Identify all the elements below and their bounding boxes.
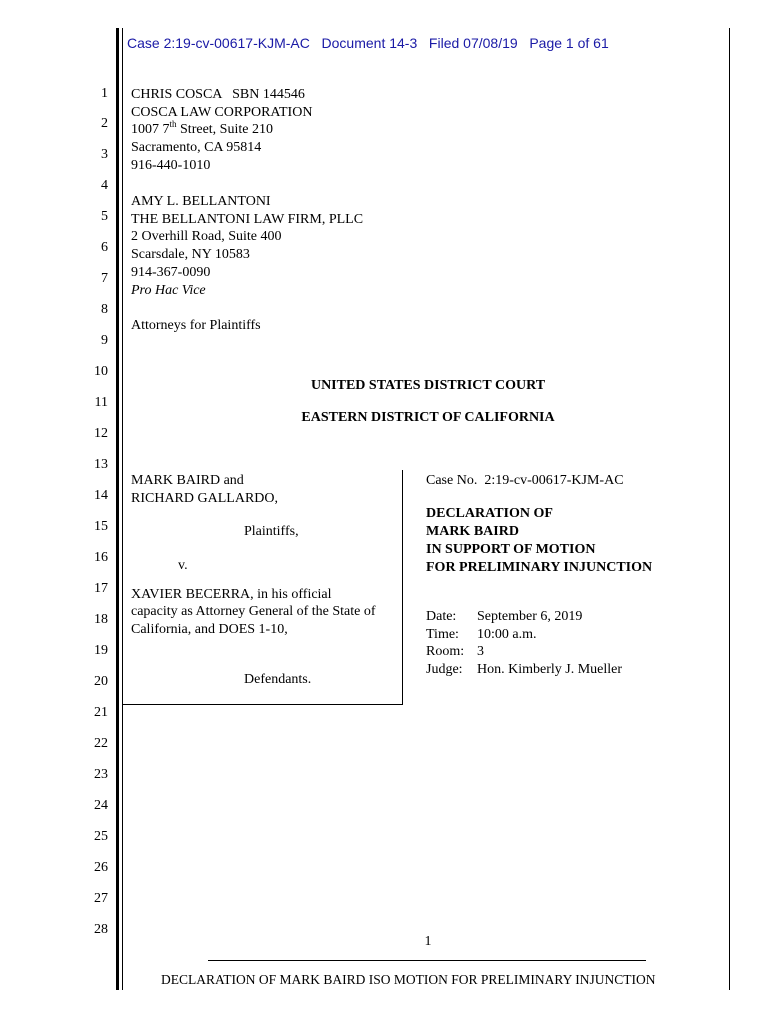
- line-number: 23: [94, 767, 108, 782]
- line-number: 26: [94, 860, 108, 875]
- firm-1-phone: 916-440-1010: [131, 158, 211, 173]
- hearing-time-label: Time:: [426, 627, 459, 642]
- page-number: 1: [424, 934, 432, 949]
- line-number: 24: [94, 798, 108, 813]
- firm-1-address: [131, 119, 273, 138]
- pro-hac-vice: Pro Hac Vice: [131, 283, 206, 298]
- firm-1-city: Sacramento, CA 95814: [131, 140, 262, 155]
- plaintiffs-label: Plaintiffs,: [244, 524, 299, 539]
- caption-divider-vertical: [402, 470, 403, 705]
- line-number: 17: [94, 581, 108, 596]
- document-title-1: DECLARATION OF: [426, 506, 553, 521]
- line-number: 10: [94, 364, 108, 379]
- header-page-count: Page 1 of 61: [529, 35, 609, 51]
- court-district: EASTERN DISTRICT OF CALIFORNIA: [301, 410, 555, 425]
- address-1-street: Street, Suite 210: [176, 122, 273, 137]
- address-1-ordinal: th: [169, 119, 177, 129]
- header-case-number: Case 2:19-cv-00617-KJM-AC: [127, 35, 310, 51]
- attorneys-for-plaintiffs: Attorneys for Plaintiffs: [131, 318, 261, 333]
- hearing-room-label: Room:: [426, 644, 465, 659]
- ecf-header: [127, 35, 609, 51]
- line-number: 13: [94, 457, 108, 472]
- left-margin-rule-thin: [122, 28, 123, 990]
- firm-2-address: 2 Overhill Road, Suite 400: [131, 229, 282, 244]
- document-title-2: MARK BAIRD: [426, 524, 519, 539]
- line-number: 16: [94, 550, 108, 565]
- line-number: 4: [101, 178, 108, 193]
- defendants-label: Defendants.: [244, 672, 312, 687]
- line-number: 19: [94, 643, 108, 658]
- plaintiff-names-2: RICHARD GALLARDO,: [131, 491, 278, 506]
- line-number: 14: [94, 488, 108, 503]
- judge-value: Hon. Kimberly J. Mueller: [477, 662, 623, 677]
- defendant-names-3: California, and DOES 1-10,: [131, 622, 288, 637]
- line-number: 21: [94, 705, 108, 720]
- hearing-date-label: Date:: [426, 609, 457, 624]
- address-1-number: 1007 7: [131, 122, 170, 137]
- line-number: 25: [94, 829, 108, 844]
- line-number: 12: [94, 426, 108, 441]
- line-number: 11: [94, 395, 108, 410]
- plaintiff-names-1: MARK BAIRD and: [131, 473, 244, 488]
- line-number: 20: [94, 674, 108, 689]
- line-number: 27: [94, 891, 108, 906]
- hearing-room-value: 3: [477, 644, 484, 659]
- firm-2-name: THE BELLANTONI LAW FIRM, PLLC: [131, 212, 364, 227]
- case-number: Case No. 2:19-cv-00617-KJM-AC: [426, 473, 624, 488]
- caption-divider-horizontal: [123, 704, 403, 705]
- hearing-time-value: 10:00 a.m.: [477, 627, 537, 642]
- court-name: UNITED STATES DISTRICT COURT: [310, 378, 546, 393]
- versus: v.: [178, 558, 188, 573]
- firm-2-phone: 914-367-0090: [131, 265, 211, 280]
- header-filed-date: Filed 07/08/19: [428, 35, 518, 51]
- document-title-4: FOR PRELIMINARY INJUNCTION: [426, 560, 653, 575]
- footer-title: DECLARATION OF MARK BAIRD ISO MOTION FOR PRELIMINARY INJUNCTION: [161, 972, 656, 987]
- right-margin-rule: [729, 28, 730, 990]
- line-number: 1: [101, 86, 108, 101]
- line-number: 22: [94, 736, 108, 751]
- firm-1-name: COSCA LAW CORPORATION: [131, 105, 313, 120]
- left-margin-rule-thick: [116, 28, 119, 990]
- document-title-3: IN SUPPORT OF MOTION: [426, 542, 596, 557]
- defendant-names-1: XAVIER BECERRA, in his official: [131, 587, 332, 602]
- line-number: 6: [101, 240, 108, 255]
- line-number: 2: [101, 116, 108, 131]
- judge-label: Judge:: [426, 662, 463, 677]
- line-number: 9: [101, 333, 108, 348]
- line-number: 3: [101, 147, 108, 162]
- line-number: 18: [94, 612, 108, 627]
- line-number: 8: [101, 302, 108, 317]
- line-number: 15: [94, 519, 108, 534]
- line-number: 28: [94, 922, 108, 937]
- hearing-date-value: September 6, 2019: [477, 609, 583, 624]
- header-document-number: Document 14-3: [321, 35, 418, 51]
- attorney-1-name: CHRIS COSCA SBN 144546: [131, 87, 305, 102]
- defendant-names-2: capacity as Attorney General of the State of: [131, 604, 376, 619]
- attorney-2-name: AMY L. BELLANTONI: [131, 194, 271, 209]
- footer-rule: [208, 960, 646, 961]
- line-number: 7: [101, 271, 108, 286]
- firm-2-city: Scarsdale, NY 10583: [131, 247, 250, 262]
- line-number: 5: [101, 209, 108, 224]
